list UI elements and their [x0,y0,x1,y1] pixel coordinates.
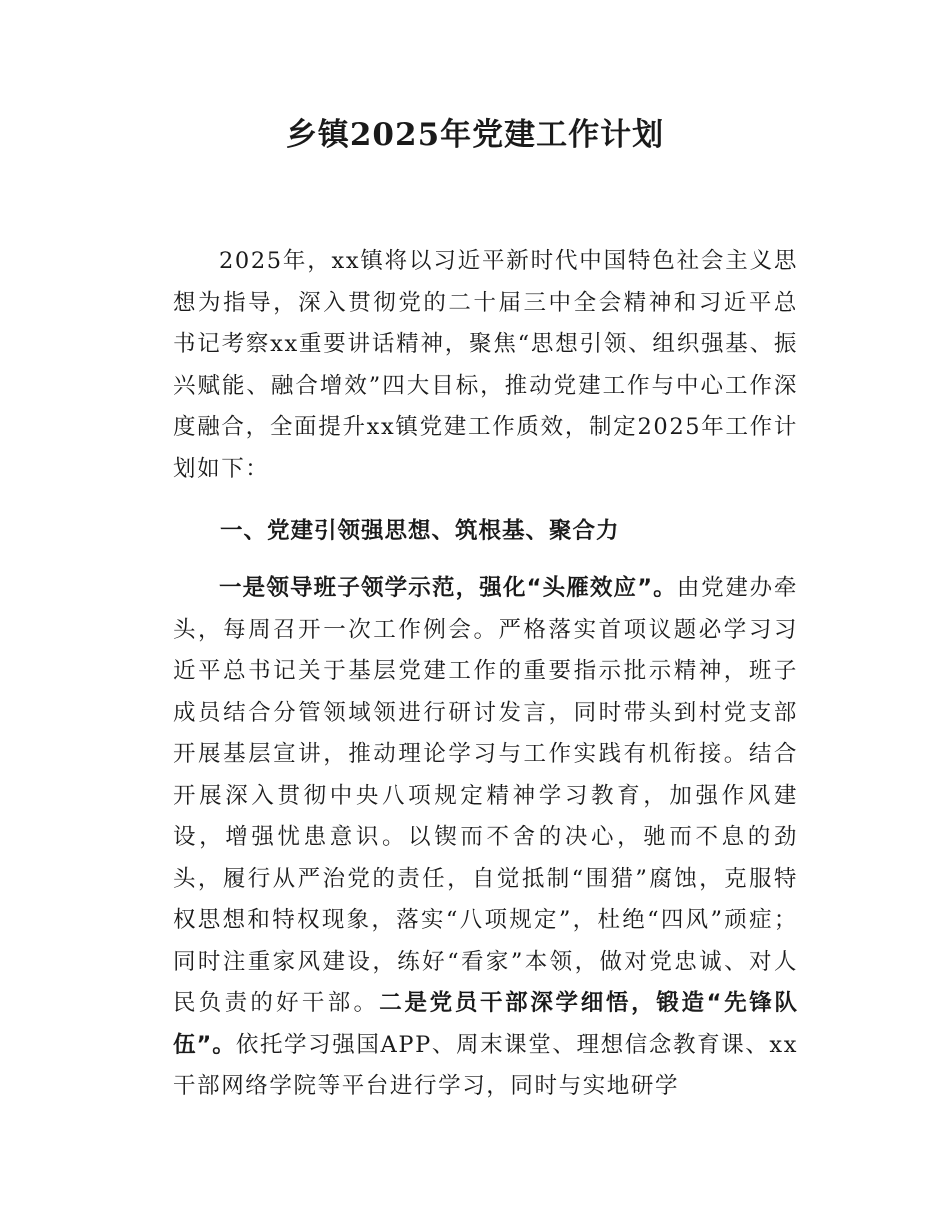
section-1-heading: 一、党建引领强思想、筑根基、聚合力 [220,518,620,544]
item-2-text: 依托学习强国APP、周末课堂、理想信念教育课、xx干部网络学院等平台进行学习，同时与实地研学 [173,1031,798,1099]
item-2-lead: 二是党员干部深学细悟，锻造“先锋队伍”。 [173,990,798,1058]
intro-paragraph: 2025年，xx镇将以习近平新时代中国特色社会主义思想为指导，深入贯彻党的二十届三中全会精神和习近平总书记考察xx重要讲话精神，聚焦“思想引领、组织强基、振兴赋能、融合增效”四大目标，推动党建工作与中心工作深度融合，全面提升xx镇党建工作质效，制定2025年工作计划如下： [173,248,798,482]
item-1-text: 由党建办牵头，每周召开一次工作例会。严格落实首项议题必学习习近平总书记关于基层党建工作的重要指示批示精神，班子成员结合分管领域领进行研讨发言，同时带头到村党支部开展基层宣讲，推动理论学习与工作实践有机衔接。结合开展深入贯彻中央八项规定精神学习教育，加强作风建设，增强忧患意识。以锲而不舍的决心，驰而不息的劲头，履行从严治党的责任，自觉抵制“围猎”腐蚀，克服特权思想和特权现象，落实“八项规定”，杜绝“四风”顽症；同时注重家风建设，练好“看家”本领，做对党忠诚、对人民负责的好干部。 [173,575,798,1016]
item-1-lead: 一是领导班子领学示范，强化“头雁效应”。 [219,575,677,601]
section-1-paragraph [173,568,798,1108]
document-title: 乡镇2025年党建工作计划 [285,117,665,153]
